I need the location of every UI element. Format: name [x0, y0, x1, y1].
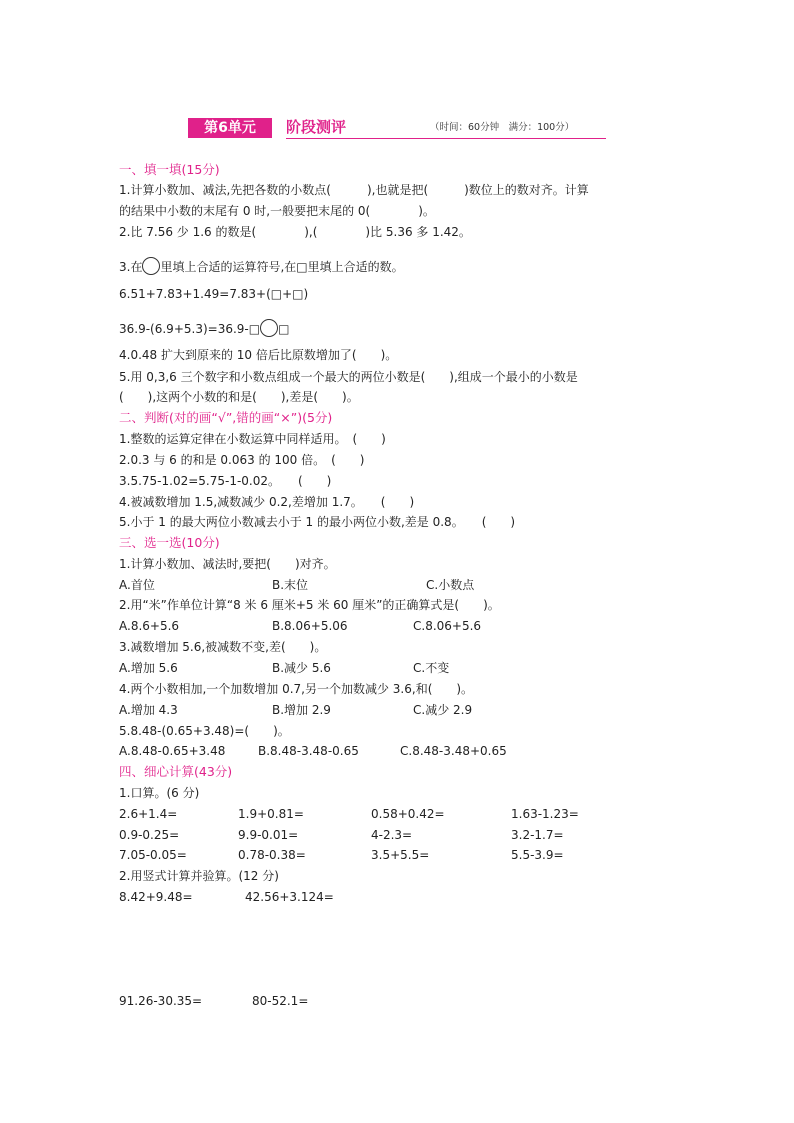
vertical-item: 42.56+3.124=	[245, 890, 334, 904]
choose-q2-option-a: A.8.6+5.6	[119, 619, 180, 633]
oral-item: 7.05-0.05=	[119, 848, 187, 862]
vertical-calc-title: 2.用竖式计算并验算。(12 分)	[119, 869, 279, 883]
judge-q4: 4.被减数增加 1.5,减数减少 0.2,差增加 1.7。 ( )	[119, 495, 415, 509]
fill-q5-line1: 5.用 0,3,6 三个数字和小数点组成一个最大的两位小数是( ),组成一个最小的小数是	[119, 370, 578, 384]
circle-blank-icon	[260, 319, 278, 337]
choose-q2-option-b: B.8.06+5.06	[272, 619, 348, 633]
choose-q5-option-b: B.8.48-3.48-0.65	[258, 744, 359, 758]
fill-q3	[119, 257, 404, 275]
vertical-item: 8.42+9.48=	[119, 890, 193, 904]
fill-q3-text: 里填上合适的运算符号,在□里填上合适的数。	[160, 260, 404, 274]
choose-q3-option-c: C.不变	[413, 661, 450, 675]
choose-q2-option-c: C.8.06+5.6	[413, 619, 482, 633]
oral-item: 3.5+5.5=	[371, 848, 430, 862]
oral-item: 4-2.3=	[371, 828, 413, 842]
oral-calc-title: 1.口算。(6 分)	[119, 786, 200, 800]
judge-q2: 2.0.3 与 6 的和是 0.063 的 100 倍。 ( )	[119, 453, 365, 467]
section-calc-heading: 四、细心计算(43分)	[119, 764, 233, 779]
oral-item: 0.9-0.25=	[119, 828, 180, 842]
choose-q1-option-b: B.末位	[272, 578, 309, 592]
vertical-item: 91.26-30.35=	[119, 994, 203, 1008]
fill-q3-expr1: 6.51+7.83+1.49=7.83+(□+□)	[119, 287, 309, 301]
page-title: 阶段测评	[286, 118, 347, 136]
fill-q3-expr2-text: 36.9-(6.9+5.3)=36.9-□	[119, 322, 261, 336]
judge-q5: 5.小于 1 的最大两位小数减去小于 1 的最小两位小数,差是 0.8。 ( )	[119, 515, 516, 529]
fill-q1-line2: 的结果中小数的末尾有 0 时,一般要把末尾的 0( )。	[119, 204, 435, 218]
time-score-note: （时间：60分钟 满分：100分）	[430, 122, 575, 133]
fill-q3-prefix: 3.在	[119, 260, 143, 274]
oral-item: 1.9+0.81=	[238, 807, 304, 821]
vertical-item: 80-52.1=	[252, 994, 309, 1008]
choose-q5-option-c: C.8.48-3.48+0.65	[400, 744, 507, 758]
choose-q3-option-b: B.减少 5.6	[272, 661, 331, 675]
choose-q1: 1.计算小数加、减法时,要把( )对齐。	[119, 557, 336, 571]
choose-q5: 5.8.48-(0.65+3.48)=( )。	[119, 724, 290, 738]
section-judge-heading: 二、判断(对的画“√”,错的画“×”)(5分)	[119, 410, 333, 425]
oral-item: 0.58+0.42=	[371, 807, 445, 821]
choose-q2: 2.用“米”作单位计算“8 米 6 厘米+5 米 60 厘米”的正确算式是( )。	[119, 598, 500, 612]
choose-q4-option-a: A.增加 4.3	[119, 703, 178, 717]
title-underline	[286, 138, 606, 139]
choose-q3-option-a: A.增加 5.6	[119, 661, 178, 675]
section-fill-heading: 一、填一填(15分)	[119, 162, 220, 177]
fill-q4: 4.0.48 扩大到原来的 10 倍后比原数增加了( )。	[119, 348, 398, 362]
judge-q3: 3.5.75-1.02=5.75-1-0.02。 ( )	[119, 474, 332, 488]
choose-q1-option-a: A.首位	[119, 578, 155, 592]
oral-item: 2.6+1.4=	[119, 807, 178, 821]
fill-q3-expr2	[119, 319, 289, 337]
choose-q3: 3.减数增加 5.6,被减数不变,差( )。	[119, 640, 327, 654]
fill-q3-expr2-tail: □	[278, 322, 290, 336]
oral-item: 1.63-1.23=	[511, 807, 579, 821]
choose-q4: 4.两个小数相加,一个加数增加 0.7,另一个加数减少 3.6,和( )。	[119, 682, 474, 696]
fill-q5-line2: ( ),这两个小数的和是( ),差是( )。	[119, 390, 359, 404]
choose-q4-option-b: B.增加 2.9	[272, 703, 331, 717]
oral-item: 0.78-0.38=	[238, 848, 306, 862]
oral-item: 3.2-1.7=	[511, 828, 564, 842]
circle-blank-icon	[142, 257, 160, 275]
section-choose-heading: 三、选一选(10分)	[119, 535, 220, 550]
fill-q2: 2.比 7.56 少 1.6 的数是( ),( )比 5.36 多 1.42。	[119, 225, 471, 239]
oral-item: 9.9-0.01=	[238, 828, 299, 842]
choose-q5-option-a: A.8.48-0.65+3.48	[119, 744, 226, 758]
unit-badge: 第6单元	[188, 118, 272, 138]
oral-item: 5.5-3.9=	[511, 848, 564, 862]
choose-q4-option-c: C.减少 2.9	[413, 703, 473, 717]
judge-q1: 1.整数的运算定律在小数运算中同样适用。 ( )	[119, 432, 386, 446]
choose-q1-option-c: C.小数点	[426, 578, 475, 592]
fill-q1-line1: 1.计算小数加、减法,先把各数的小数点( ),也就是把( )数位上的数对齐。计算	[119, 183, 589, 197]
